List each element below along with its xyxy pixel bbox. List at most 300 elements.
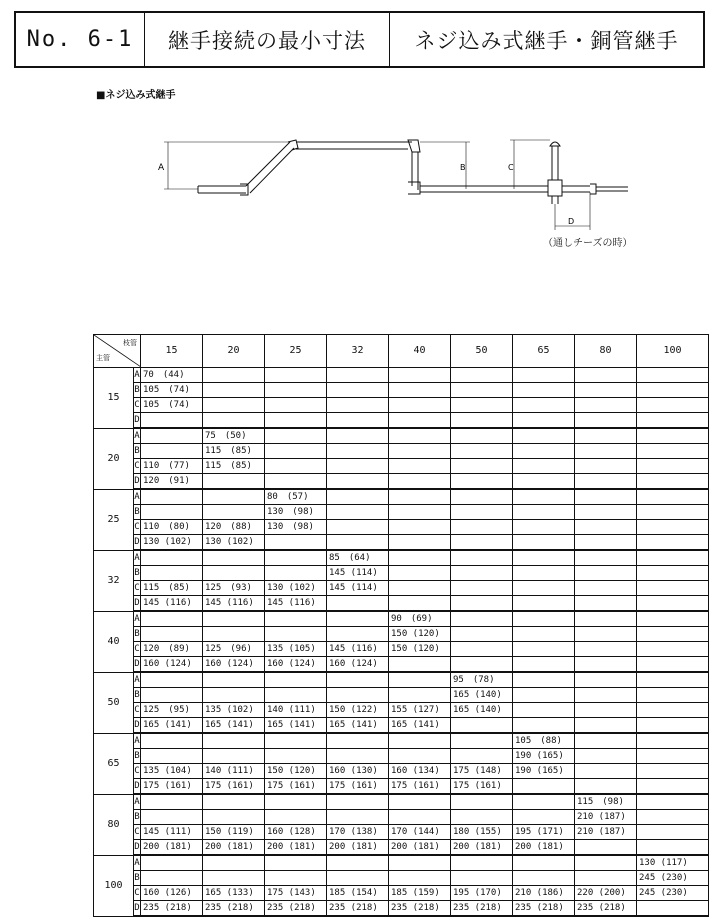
main-pipe-size: 65 bbox=[94, 733, 134, 794]
table-cell bbox=[389, 489, 451, 505]
table-cell: 235 (218) bbox=[141, 901, 203, 917]
table-cell: 245 (230) bbox=[637, 871, 709, 886]
dimension-letter: D bbox=[134, 596, 141, 612]
table-cell bbox=[389, 657, 451, 673]
table-cell: 145 (116) bbox=[265, 596, 327, 612]
table-cell: 130 (102) bbox=[265, 581, 327, 596]
table-cell bbox=[203, 474, 265, 490]
table-cell bbox=[575, 871, 637, 886]
table-cell: 180 (155) bbox=[451, 825, 513, 840]
table-cell: 165 (141) bbox=[327, 718, 389, 734]
table-cell bbox=[637, 672, 709, 688]
table-cell bbox=[451, 368, 513, 383]
table-cell bbox=[327, 596, 389, 612]
table-cell bbox=[389, 428, 451, 444]
table-cell bbox=[327, 794, 389, 810]
dimension-letter: C bbox=[134, 581, 141, 596]
table-cell bbox=[327, 733, 389, 749]
table-cell bbox=[575, 627, 637, 642]
table-cell bbox=[637, 627, 709, 642]
table-cell: 110 (80) bbox=[141, 520, 203, 535]
table-cell bbox=[451, 749, 513, 764]
table-cell: 110 (77) bbox=[141, 459, 203, 474]
table-row bbox=[94, 489, 709, 505]
section-label: ■ネジ込み式継手 bbox=[96, 90, 176, 101]
dimension-letter: A bbox=[134, 733, 141, 749]
table-cell bbox=[513, 520, 575, 535]
table-cell bbox=[451, 398, 513, 413]
table-cell bbox=[513, 672, 575, 688]
table-cell: 195 (170) bbox=[451, 886, 513, 901]
table-cell bbox=[575, 444, 637, 459]
table-cell bbox=[513, 505, 575, 520]
table-cell bbox=[451, 520, 513, 535]
table-cell: 125 (96) bbox=[203, 642, 265, 657]
table-cell bbox=[203, 566, 265, 581]
table-cell: 245 (230) bbox=[637, 886, 709, 901]
table-cell: 160 (126) bbox=[141, 886, 203, 901]
dimension-letter: D bbox=[134, 657, 141, 673]
table-row bbox=[94, 886, 709, 901]
table-cell bbox=[327, 398, 389, 413]
table-cell: 235 (218) bbox=[389, 901, 451, 917]
table-cell bbox=[141, 611, 203, 627]
table-cell bbox=[327, 428, 389, 444]
table-cell bbox=[389, 749, 451, 764]
table-cell bbox=[265, 550, 327, 566]
table-cell bbox=[637, 825, 709, 840]
table-cell: 155 (127) bbox=[389, 703, 451, 718]
table-cell: 165 (140) bbox=[451, 688, 513, 703]
col-header: 32 bbox=[327, 335, 389, 368]
table-cell bbox=[141, 672, 203, 688]
table-cell bbox=[141, 505, 203, 520]
table-cell: 175 (161) bbox=[265, 779, 327, 795]
table-cell: 115 (98) bbox=[575, 794, 637, 810]
table-cell bbox=[637, 459, 709, 474]
table-cell: 130 (98) bbox=[265, 505, 327, 520]
table-row bbox=[94, 688, 709, 703]
table-cell: 200 (181) bbox=[513, 840, 575, 856]
table-cell bbox=[265, 566, 327, 581]
table-cell bbox=[575, 535, 637, 551]
table-cell bbox=[451, 444, 513, 459]
table-cell bbox=[513, 368, 575, 383]
table-row bbox=[94, 779, 709, 795]
dimension-letter: B bbox=[134, 444, 141, 459]
table-row bbox=[94, 749, 709, 764]
table-cell bbox=[203, 368, 265, 383]
table-cell bbox=[513, 794, 575, 810]
table-cell bbox=[451, 489, 513, 505]
table-cell: 150 (120) bbox=[389, 627, 451, 642]
table-cell bbox=[451, 611, 513, 627]
table-cell bbox=[389, 444, 451, 459]
table-cell bbox=[513, 398, 575, 413]
table-cell bbox=[575, 489, 637, 505]
table-cell bbox=[575, 779, 637, 795]
table-row bbox=[94, 657, 709, 673]
corner-branch-label: 枝管 bbox=[123, 339, 137, 347]
main-pipe-size: 15 bbox=[94, 368, 134, 429]
table-cell: 105 (74) bbox=[141, 383, 203, 398]
table-cell bbox=[513, 718, 575, 734]
table-row bbox=[94, 672, 709, 688]
dimension-letter: C bbox=[134, 520, 141, 535]
table-cell bbox=[451, 596, 513, 612]
table-cell bbox=[203, 672, 265, 688]
table-cell bbox=[513, 550, 575, 566]
table-cell bbox=[141, 550, 203, 566]
table-cell bbox=[637, 611, 709, 627]
table-row bbox=[94, 871, 709, 886]
table-row bbox=[94, 520, 709, 535]
table-cell bbox=[327, 672, 389, 688]
table-cell bbox=[575, 840, 637, 856]
table-cell bbox=[203, 627, 265, 642]
table-cell: 200 (181) bbox=[451, 840, 513, 856]
table-cell bbox=[265, 413, 327, 429]
table-cell bbox=[265, 428, 327, 444]
table-cell: 200 (181) bbox=[141, 840, 203, 856]
table-cell bbox=[637, 764, 709, 779]
table-cell bbox=[575, 611, 637, 627]
table-row bbox=[94, 642, 709, 657]
table-cell bbox=[637, 901, 709, 917]
table-cell bbox=[575, 520, 637, 535]
table-cell bbox=[637, 428, 709, 444]
table-cell bbox=[637, 566, 709, 581]
table-cell: 125 (93) bbox=[203, 581, 265, 596]
table-cell bbox=[327, 855, 389, 871]
table-cell: 85 (64) bbox=[327, 550, 389, 566]
table-cell: 75 (50) bbox=[203, 428, 265, 444]
table-cell bbox=[575, 505, 637, 520]
table-cell: 235 (218) bbox=[265, 901, 327, 917]
table-cell: 160 (124) bbox=[141, 657, 203, 673]
table-cell bbox=[451, 733, 513, 749]
table-cell: 190 (165) bbox=[513, 749, 575, 764]
table-cell bbox=[575, 733, 637, 749]
table-cell bbox=[265, 688, 327, 703]
table-cell: 145 (116) bbox=[327, 642, 389, 657]
table-row bbox=[94, 581, 709, 596]
table-cell bbox=[513, 627, 575, 642]
table-row bbox=[94, 444, 709, 459]
table-cell bbox=[265, 672, 327, 688]
dim-c-label: C bbox=[508, 163, 514, 172]
table-cell: 175 (161) bbox=[451, 779, 513, 795]
table-cell: 130 (117) bbox=[637, 855, 709, 871]
table-cell bbox=[637, 398, 709, 413]
dimension-letter: C bbox=[134, 642, 141, 657]
table-cell: 165 (141) bbox=[265, 718, 327, 734]
dimension-letter: D bbox=[134, 718, 141, 734]
table-cell bbox=[141, 871, 203, 886]
table-cell: 145 (111) bbox=[141, 825, 203, 840]
col-header: 100 bbox=[637, 335, 709, 368]
table-cell bbox=[451, 459, 513, 474]
table-cell bbox=[389, 474, 451, 490]
table-cell bbox=[575, 474, 637, 490]
table-cell bbox=[141, 688, 203, 703]
table-row bbox=[94, 428, 709, 444]
table-cell: 105 (74) bbox=[141, 398, 203, 413]
table-cell bbox=[327, 489, 389, 505]
table-cell: 115 (85) bbox=[203, 444, 265, 459]
table-cell: 150 (120) bbox=[265, 764, 327, 779]
table-cell bbox=[637, 413, 709, 429]
table-cell bbox=[451, 581, 513, 596]
dimension-letter: B bbox=[134, 871, 141, 886]
table-cell bbox=[265, 459, 327, 474]
table-cell: 235 (218) bbox=[203, 901, 265, 917]
table-cell: 105 (88) bbox=[513, 733, 575, 749]
table-cell bbox=[575, 566, 637, 581]
table-cell bbox=[637, 810, 709, 825]
table-cell: 210 (187) bbox=[575, 825, 637, 840]
table-cell bbox=[451, 855, 513, 871]
table-cell bbox=[451, 550, 513, 566]
table-cell bbox=[265, 810, 327, 825]
table-cell bbox=[389, 733, 451, 749]
dimension-letter: D bbox=[134, 413, 141, 429]
table-row bbox=[94, 794, 709, 810]
col-header: 40 bbox=[389, 335, 451, 368]
table-cell bbox=[575, 596, 637, 612]
table-cell bbox=[513, 703, 575, 718]
table-cell bbox=[265, 855, 327, 871]
table-cell bbox=[575, 383, 637, 398]
table-row bbox=[94, 398, 709, 413]
dimension-letter: B bbox=[134, 505, 141, 520]
table-cell bbox=[637, 642, 709, 657]
table-cell bbox=[141, 749, 203, 764]
dimension-letter: D bbox=[134, 535, 141, 551]
table-cell bbox=[265, 398, 327, 413]
dimension-letter: A bbox=[134, 489, 141, 505]
table-cell: 210 (186) bbox=[513, 886, 575, 901]
table-cell bbox=[389, 672, 451, 688]
table-cell bbox=[327, 627, 389, 642]
dimension-letter: D bbox=[134, 901, 141, 917]
table-cell: 185 (154) bbox=[327, 886, 389, 901]
table-cell: 140 (111) bbox=[265, 703, 327, 718]
table-row bbox=[94, 368, 709, 383]
table-cell bbox=[141, 428, 203, 444]
table-cell bbox=[575, 581, 637, 596]
table-cell: 175 (161) bbox=[389, 779, 451, 795]
table-cell bbox=[637, 794, 709, 810]
table-cell bbox=[203, 413, 265, 429]
table-cell: 200 (181) bbox=[327, 840, 389, 856]
table-cell bbox=[389, 413, 451, 429]
table-cell bbox=[389, 794, 451, 810]
table-cell bbox=[513, 444, 575, 459]
dimension-letter: D bbox=[134, 840, 141, 856]
title-block bbox=[14, 11, 705, 68]
table-cell: 80 (57) bbox=[265, 489, 327, 505]
dimension-letter: D bbox=[134, 474, 141, 490]
table-cell: 165 (140) bbox=[451, 703, 513, 718]
table-cell bbox=[637, 550, 709, 566]
table-cell: 160 (130) bbox=[327, 764, 389, 779]
table-cell bbox=[265, 368, 327, 383]
table-row bbox=[94, 535, 709, 551]
table-cell bbox=[451, 718, 513, 734]
table-cell bbox=[637, 368, 709, 383]
table-cell bbox=[389, 520, 451, 535]
table-cell: 150 (122) bbox=[327, 703, 389, 718]
table-cell bbox=[327, 459, 389, 474]
table-cell: 115 (85) bbox=[141, 581, 203, 596]
dimension-letter: A bbox=[134, 855, 141, 871]
table-cell bbox=[141, 413, 203, 429]
table-cell: 140 (111) bbox=[203, 764, 265, 779]
table-cell bbox=[141, 733, 203, 749]
table-cell bbox=[513, 855, 575, 871]
table-cell bbox=[451, 383, 513, 398]
table-cell bbox=[637, 520, 709, 535]
table-cell bbox=[203, 398, 265, 413]
table-cell: 160 (124) bbox=[327, 657, 389, 673]
table-row bbox=[94, 703, 709, 718]
table-cell bbox=[265, 535, 327, 551]
table-cell bbox=[451, 474, 513, 490]
table-row bbox=[94, 733, 709, 749]
table-cell bbox=[637, 596, 709, 612]
table-cell bbox=[203, 794, 265, 810]
table-cell bbox=[451, 505, 513, 520]
table-cell bbox=[327, 871, 389, 886]
table-cell: 130 (102) bbox=[141, 535, 203, 551]
table-cell bbox=[141, 810, 203, 825]
table-cell: 165 (133) bbox=[203, 886, 265, 901]
main-pipe-size: 20 bbox=[94, 428, 134, 489]
table-cell bbox=[637, 779, 709, 795]
table-cell bbox=[327, 535, 389, 551]
dimension-letter: B bbox=[134, 810, 141, 825]
table-cell: 185 (159) bbox=[389, 886, 451, 901]
table-cell bbox=[327, 749, 389, 764]
table-cell bbox=[575, 413, 637, 429]
table-cell: 160 (124) bbox=[265, 657, 327, 673]
dimension-letter: B bbox=[134, 383, 141, 398]
table-cell bbox=[575, 368, 637, 383]
table-cell bbox=[203, 855, 265, 871]
table-cell bbox=[513, 413, 575, 429]
table-cell bbox=[513, 535, 575, 551]
table-cell: 165 (141) bbox=[389, 718, 451, 734]
table-row bbox=[94, 627, 709, 642]
table-cell bbox=[451, 794, 513, 810]
table-cell bbox=[141, 489, 203, 505]
main-pipe-size: 25 bbox=[94, 489, 134, 550]
table-cell: 200 (181) bbox=[389, 840, 451, 856]
table-cell bbox=[203, 489, 265, 505]
table-cell: 170 (144) bbox=[389, 825, 451, 840]
table-corner bbox=[94, 335, 141, 368]
dimension-letter: C bbox=[134, 398, 141, 413]
table-cell bbox=[327, 444, 389, 459]
table-cell: 235 (218) bbox=[575, 901, 637, 917]
table-cell bbox=[575, 642, 637, 657]
table-cell: 130 (98) bbox=[265, 520, 327, 535]
table-cell: 115 (85) bbox=[203, 459, 265, 474]
table-cell: 70 (44) bbox=[141, 368, 203, 383]
table-cell bbox=[327, 688, 389, 703]
table-cell: 210 (187) bbox=[575, 810, 637, 825]
table-cell bbox=[513, 489, 575, 505]
table-cell bbox=[389, 550, 451, 566]
table-cell bbox=[575, 749, 637, 764]
table-cell bbox=[265, 444, 327, 459]
table-cell bbox=[451, 810, 513, 825]
table-cell bbox=[513, 642, 575, 657]
col-header: 20 bbox=[203, 335, 265, 368]
table-cell: 235 (218) bbox=[327, 901, 389, 917]
main-pipe-size: 32 bbox=[94, 550, 134, 611]
table-cell: 90 (69) bbox=[389, 611, 451, 627]
table-cell: 170 (138) bbox=[327, 825, 389, 840]
table-cell bbox=[389, 383, 451, 398]
table-cell bbox=[513, 566, 575, 581]
table-cell bbox=[637, 505, 709, 520]
table-cell bbox=[389, 535, 451, 551]
col-header: 80 bbox=[575, 335, 637, 368]
table-cell bbox=[513, 428, 575, 444]
dimension-letter: B bbox=[134, 688, 141, 703]
table-cell: 175 (161) bbox=[327, 779, 389, 795]
table-cell bbox=[637, 581, 709, 596]
table-cell bbox=[389, 871, 451, 886]
table-cell: 200 (181) bbox=[203, 840, 265, 856]
table-cell bbox=[637, 688, 709, 703]
table-row bbox=[94, 764, 709, 779]
table-cell: 235 (218) bbox=[513, 901, 575, 917]
main-pipe-size: 40 bbox=[94, 611, 134, 672]
table-row bbox=[94, 550, 709, 566]
table-cell bbox=[203, 688, 265, 703]
table-cell bbox=[637, 474, 709, 490]
table-cell bbox=[451, 627, 513, 642]
dimension-letter: A bbox=[134, 428, 141, 444]
table-cell: 125 (95) bbox=[141, 703, 203, 718]
main-pipe-size: 80 bbox=[94, 794, 134, 855]
table-cell bbox=[575, 657, 637, 673]
table-cell bbox=[575, 550, 637, 566]
table-cell: 175 (143) bbox=[265, 886, 327, 901]
table-cell: 235 (218) bbox=[451, 901, 513, 917]
table-cell bbox=[265, 383, 327, 398]
table-cell bbox=[513, 596, 575, 612]
table-cell bbox=[265, 611, 327, 627]
table-cell bbox=[637, 383, 709, 398]
table-cell bbox=[203, 550, 265, 566]
table-cell: 145 (114) bbox=[327, 581, 389, 596]
table-cell bbox=[575, 398, 637, 413]
table-cell bbox=[637, 444, 709, 459]
table-cell bbox=[141, 855, 203, 871]
table-cell bbox=[637, 733, 709, 749]
table-row bbox=[94, 459, 709, 474]
dimension-letter: C bbox=[134, 764, 141, 779]
table-row bbox=[94, 901, 709, 917]
table-cell bbox=[389, 810, 451, 825]
corner-main-label: 主管 bbox=[96, 354, 110, 362]
table-cell: 195 (171) bbox=[513, 825, 575, 840]
table-cell bbox=[389, 596, 451, 612]
